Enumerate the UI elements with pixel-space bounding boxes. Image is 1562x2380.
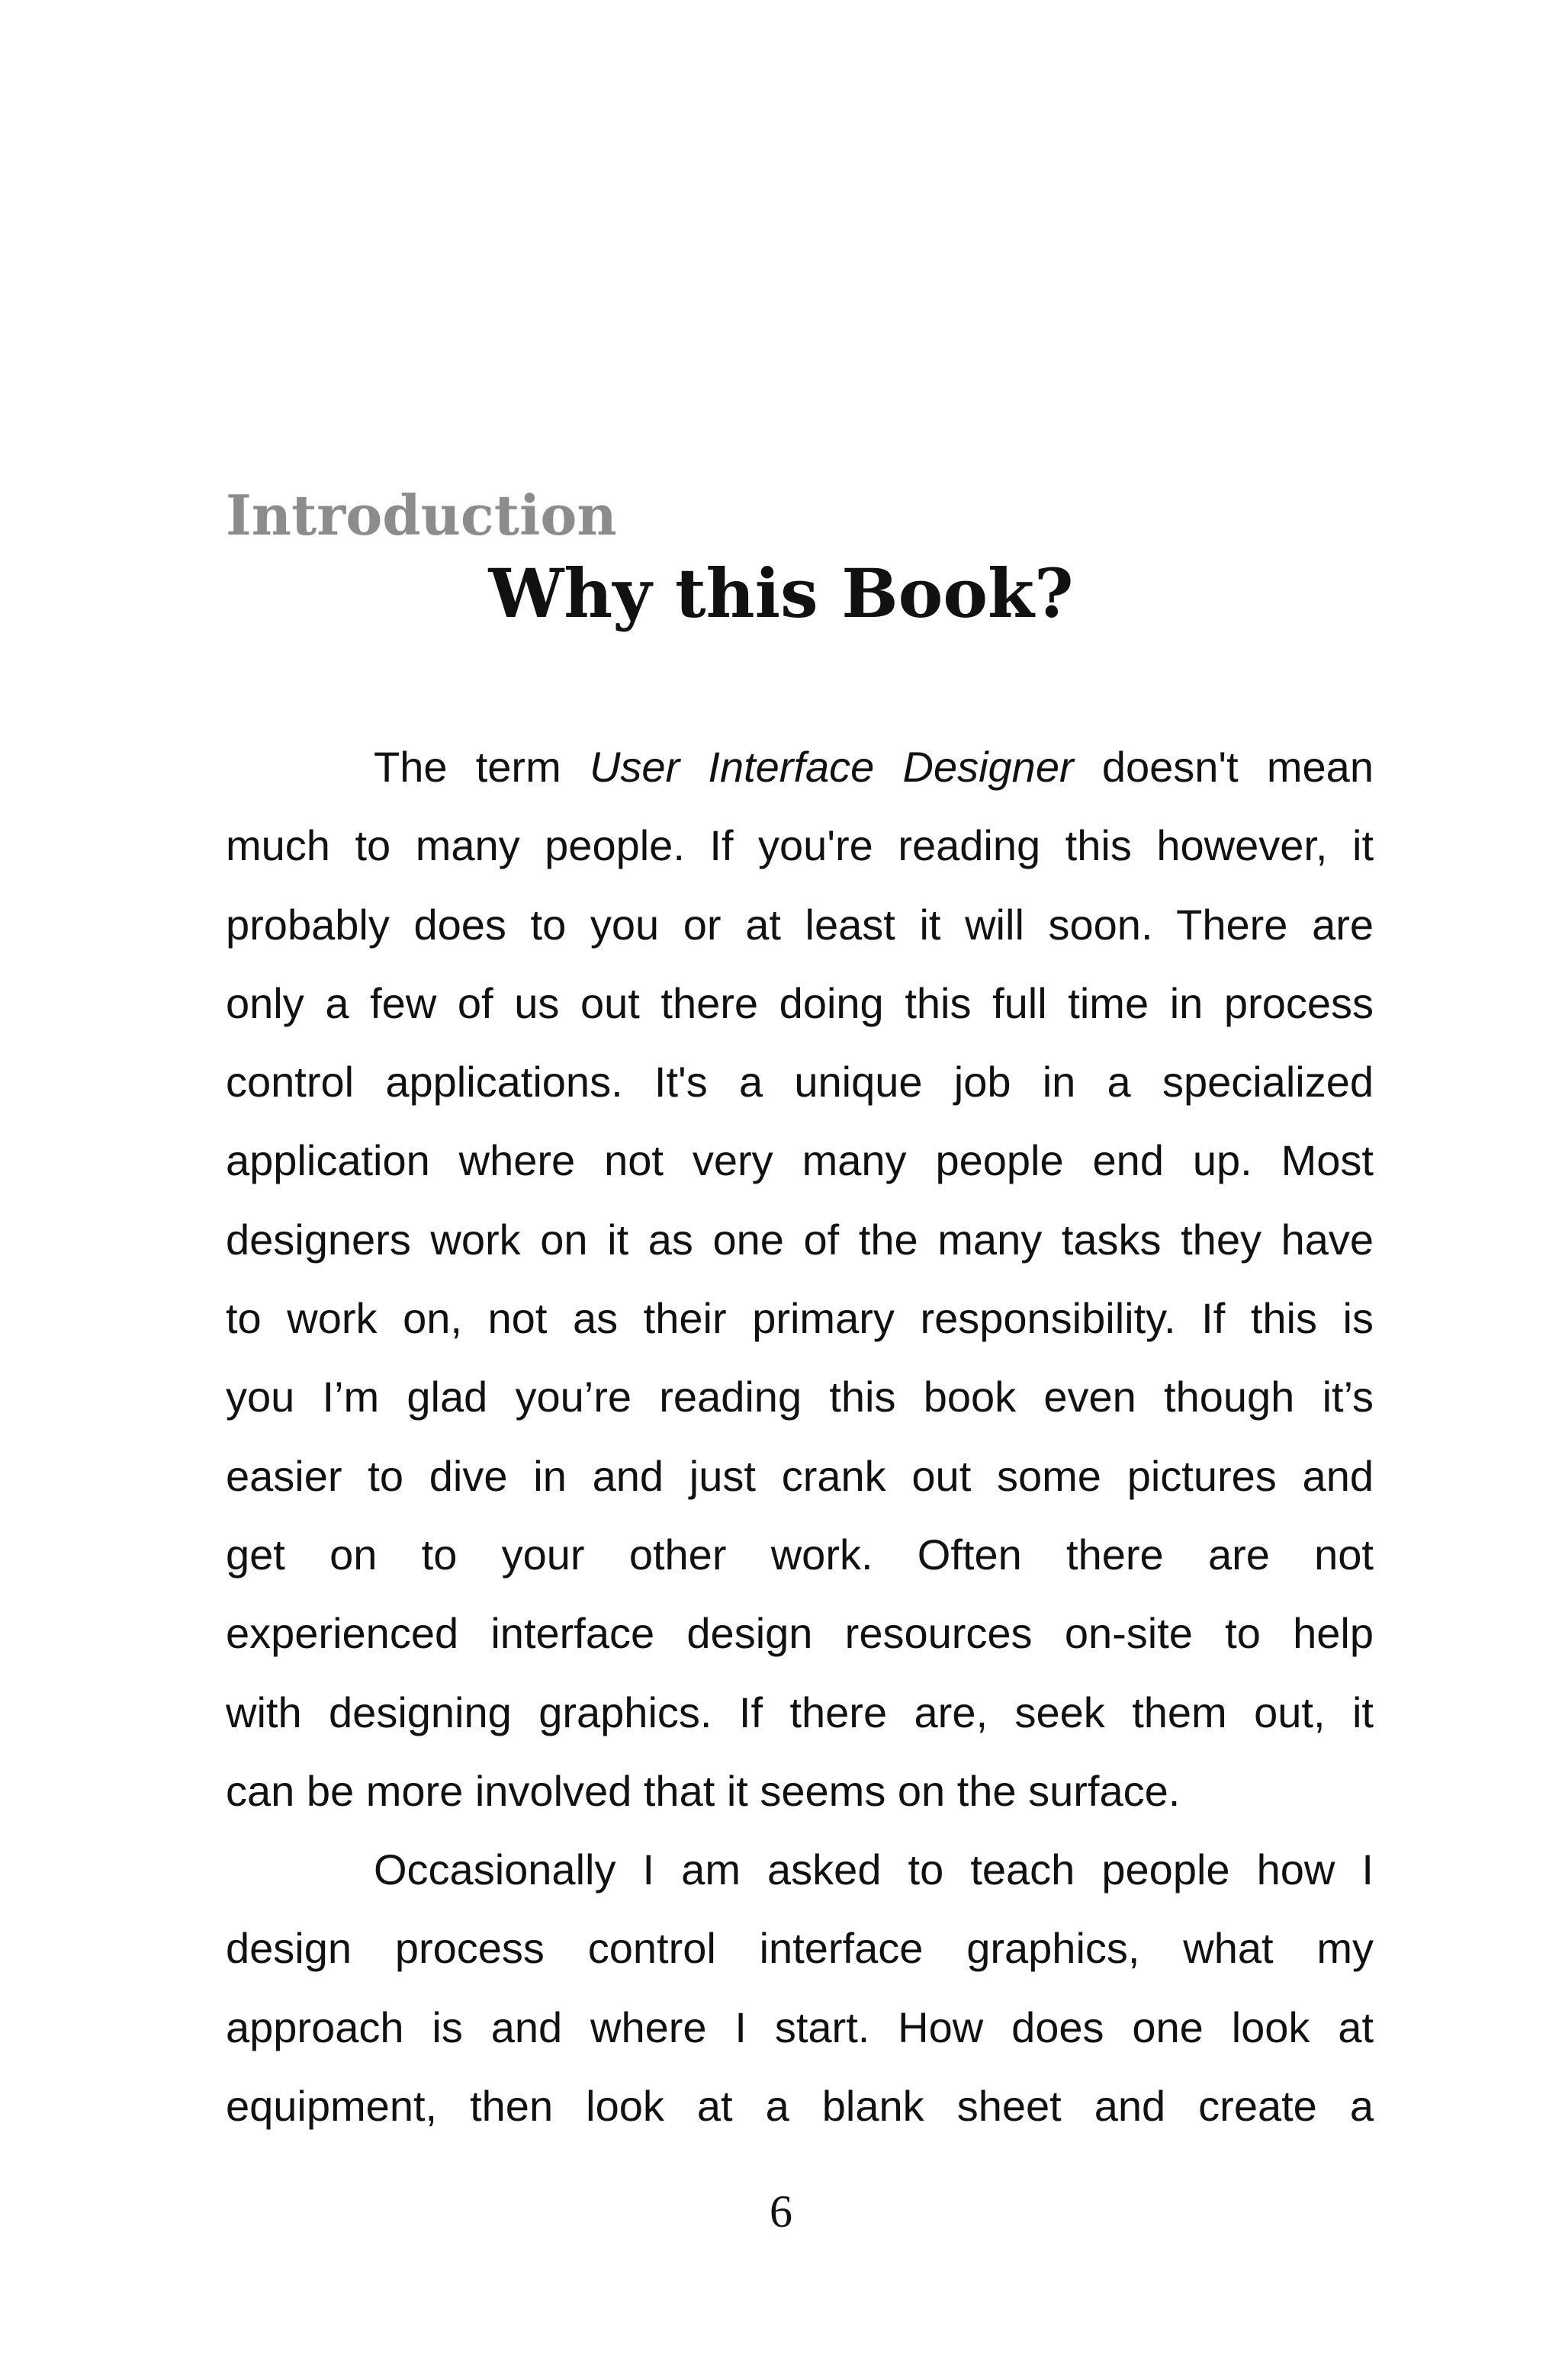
text-line: only a few of us out there doing this full time in process — [226, 978, 1374, 1027]
text-line: much to many people. If you're reading this however, it — [226, 821, 1374, 870]
text-line: design process control interface graphics, what my — [226, 1924, 1374, 1973]
text-line: probably does to you or at least it will soon. There are — [226, 900, 1374, 949]
text-line: with designing graphics. If there are, seek them out, it — [226, 1688, 1374, 1736]
text-line: equipment, then look at a blank sheet and create a — [226, 2082, 1374, 2131]
text-line: can be more involved that it seems on the surface. — [226, 1766, 1181, 1815]
text-line: Occasionally I am asked to teach people how I — [374, 1845, 1374, 1894]
chapter-label: Introduction — [226, 483, 617, 548]
text-line: easier to dive in and just crank out some pictures and — [226, 1451, 1374, 1500]
text-line: The term User Interface Designer doesn't mean — [374, 743, 1374, 791]
text-line: you I’m glad you’re reading this book even though it’s — [226, 1373, 1374, 1421]
text-line: designers work on it as one of the many tasks they have — [226, 1215, 1374, 1264]
emphasized-term: User Interface Designer — [589, 743, 1074, 791]
text-line: to work on, not as their primary responsibility. If this is — [226, 1294, 1374, 1343]
text-line: application where not very many people end up. Most — [226, 1136, 1374, 1185]
body-text — [226, 727, 1374, 2145]
page-title: Why this Book? — [488, 554, 1074, 633]
text-line: experienced interface design resources on-site to help — [226, 1609, 1374, 1658]
page-number: 6 — [770, 2186, 792, 2237]
text-line: approach is and where I start. How does one look at — [226, 2003, 1374, 2051]
text-line: get on to your other work. Often there are not — [226, 1530, 1374, 1579]
text-line: control applications. It's a unique job in a specialized — [226, 1058, 1374, 1106]
